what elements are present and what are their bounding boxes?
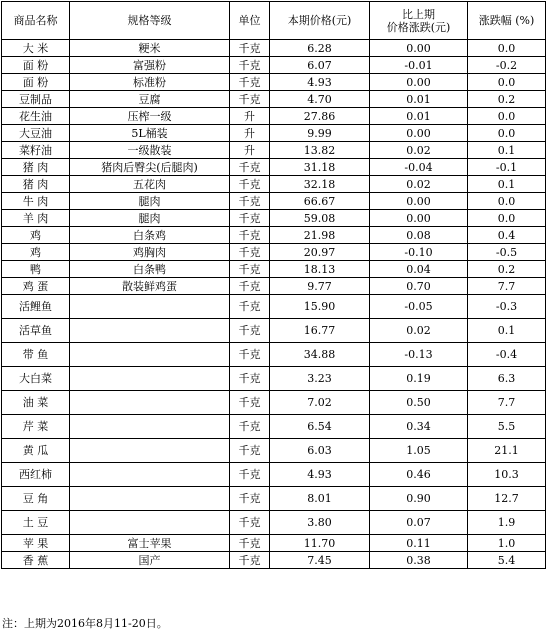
cell-unit: 千克 xyxy=(230,244,270,261)
cell-pct: 0.0 xyxy=(468,108,546,125)
cell-name: 豆制品 xyxy=(2,91,70,108)
cell-change: 0.00 xyxy=(370,210,468,227)
header-change-line2: 价格涨跌(元) xyxy=(386,20,451,34)
table-row xyxy=(2,552,546,569)
cell-unit: 升 xyxy=(230,125,270,142)
cell-pct: 0.2 xyxy=(468,261,546,278)
cell-pct: -0.4 xyxy=(468,343,546,367)
header-change-line1: 比上期 xyxy=(402,7,435,21)
table-row xyxy=(2,176,546,193)
cell-change: -0.05 xyxy=(370,295,468,319)
cell-grade: 压榨一级 xyxy=(70,108,230,125)
cell-change: 0.34 xyxy=(370,415,468,439)
cell-grade: 富强粉 xyxy=(70,57,230,74)
cell-grade: 白条鸡 xyxy=(70,227,230,244)
table-row xyxy=(2,210,546,227)
cell-price: 3.80 xyxy=(270,511,370,535)
cell-name: 油 菜 xyxy=(2,391,70,415)
cell-unit: 千克 xyxy=(230,227,270,244)
cell-grade: 标准粉 xyxy=(70,74,230,91)
cell-name: 鸡 蛋 xyxy=(2,278,70,295)
cell-unit: 千克 xyxy=(230,463,270,487)
cell-unit: 千克 xyxy=(230,193,270,210)
cell-name: 芹 菜 xyxy=(2,415,70,439)
cell-name: 活草鱼 xyxy=(2,319,70,343)
cell-name: 大豆油 xyxy=(2,125,70,142)
table-row xyxy=(2,367,546,391)
cell-pct: 1.9 xyxy=(468,511,546,535)
cell-grade: 鸡胸肉 xyxy=(70,244,230,261)
cell-change: 0.11 xyxy=(370,535,468,552)
cell-change: -0.13 xyxy=(370,343,468,367)
cell-price: 20.97 xyxy=(270,244,370,261)
table-row xyxy=(2,227,546,244)
cell-price: 9.77 xyxy=(270,278,370,295)
cell-pct: 0.0 xyxy=(468,125,546,142)
cell-unit: 千克 xyxy=(230,535,270,552)
cell-unit: 升 xyxy=(230,142,270,159)
cell-price: 4.70 xyxy=(270,91,370,108)
table-row xyxy=(2,193,546,210)
cell-name: 土 豆 xyxy=(2,511,70,535)
cell-name: 花生油 xyxy=(2,108,70,125)
cell-pct: -0.1 xyxy=(468,159,546,176)
table-row xyxy=(2,108,546,125)
cell-pct: 5.4 xyxy=(468,552,546,569)
footnote: 注：上期为2016年8月11-20日。 xyxy=(2,617,168,630)
cell-grade: 腿肉 xyxy=(70,210,230,227)
cell-price: 7.45 xyxy=(270,552,370,569)
table-row xyxy=(2,343,546,367)
cell-change: 0.46 xyxy=(370,463,468,487)
cell-price: 31.18 xyxy=(270,159,370,176)
cell-price: 6.54 xyxy=(270,415,370,439)
cell-price: 21.98 xyxy=(270,227,370,244)
cell-change: 0.00 xyxy=(370,74,468,91)
cell-change: 0.01 xyxy=(370,108,468,125)
cell-grade xyxy=(70,295,230,319)
cell-pct: 0.1 xyxy=(468,176,546,193)
table-row xyxy=(2,244,546,261)
cell-price: 8.01 xyxy=(270,487,370,511)
cell-price: 59.08 xyxy=(270,210,370,227)
cell-name: 香 蕉 xyxy=(2,552,70,569)
cell-unit: 千克 xyxy=(230,210,270,227)
table-row xyxy=(2,142,546,159)
cell-price: 7.02 xyxy=(270,391,370,415)
cell-grade: 富士苹果 xyxy=(70,535,230,552)
table-row xyxy=(2,295,546,319)
cell-grade xyxy=(70,343,230,367)
cell-pct: -0.3 xyxy=(468,295,546,319)
cell-change: 0.01 xyxy=(370,91,468,108)
cell-name: 活鲤鱼 xyxy=(2,295,70,319)
table-row xyxy=(2,511,546,535)
cell-price: 16.77 xyxy=(270,319,370,343)
table-row xyxy=(2,391,546,415)
cell-price: 4.93 xyxy=(270,463,370,487)
cell-change: 0.19 xyxy=(370,367,468,391)
cell-name: 猪 肉 xyxy=(2,159,70,176)
table-row xyxy=(2,535,546,552)
cell-unit: 千克 xyxy=(230,57,270,74)
cell-change: 0.38 xyxy=(370,552,468,569)
cell-change: 0.07 xyxy=(370,511,468,535)
header-row xyxy=(2,2,546,40)
cell-name: 猪 肉 xyxy=(2,176,70,193)
cell-unit: 千克 xyxy=(230,391,270,415)
cell-unit: 千克 xyxy=(230,487,270,511)
header-grade: 规格等级 xyxy=(70,2,230,40)
table-row xyxy=(2,415,546,439)
cell-pct: 12.7 xyxy=(468,487,546,511)
cell-unit: 千克 xyxy=(230,159,270,176)
cell-pct: 21.1 xyxy=(468,439,546,463)
cell-change: 0.08 xyxy=(370,227,468,244)
cell-change: -0.04 xyxy=(370,159,468,176)
cell-name: 菜籽油 xyxy=(2,142,70,159)
cell-change: -0.10 xyxy=(370,244,468,261)
cell-unit: 千克 xyxy=(230,74,270,91)
cell-price: 9.99 xyxy=(270,125,370,142)
table-body xyxy=(2,40,546,569)
cell-grade: 一级散装 xyxy=(70,142,230,159)
cell-name: 面 粉 xyxy=(2,74,70,91)
cell-price: 13.82 xyxy=(270,142,370,159)
cell-grade xyxy=(70,487,230,511)
table-row xyxy=(2,125,546,142)
cell-grade xyxy=(70,415,230,439)
cell-unit: 千克 xyxy=(230,176,270,193)
cell-grade: 散装鲜鸡蛋 xyxy=(70,278,230,295)
cell-name: 鸡 xyxy=(2,227,70,244)
header-price: 本期价格(元) xyxy=(270,2,370,40)
table-row xyxy=(2,261,546,278)
cell-change: 0.70 xyxy=(370,278,468,295)
cell-pct: 0.0 xyxy=(468,40,546,57)
table-row xyxy=(2,463,546,487)
table-header xyxy=(2,2,546,40)
header-pct: 涨跌幅 (%) xyxy=(468,2,546,40)
cell-pct: 1.0 xyxy=(468,535,546,552)
cell-name: 大 米 xyxy=(2,40,70,57)
header-change xyxy=(370,2,468,40)
cell-price: 32.18 xyxy=(270,176,370,193)
cell-change: 0.90 xyxy=(370,487,468,511)
cell-change: 0.00 xyxy=(370,193,468,210)
cell-change: 0.04 xyxy=(370,261,468,278)
table-row xyxy=(2,159,546,176)
cell-grade xyxy=(70,367,230,391)
cell-name: 鸭 xyxy=(2,261,70,278)
header-name: 商品名称 xyxy=(2,2,70,40)
cell-price: 34.88 xyxy=(270,343,370,367)
cell-pct: 6.3 xyxy=(468,367,546,391)
cell-grade: 5L桶装 xyxy=(70,125,230,142)
cell-name: 苹 果 xyxy=(2,535,70,552)
cell-pct: 0.0 xyxy=(468,193,546,210)
header-unit: 单位 xyxy=(230,2,270,40)
cell-price: 6.03 xyxy=(270,439,370,463)
cell-pct: -0.2 xyxy=(468,57,546,74)
cell-name: 豆 角 xyxy=(2,487,70,511)
cell-price: 18.13 xyxy=(270,261,370,278)
cell-name: 羊 肉 xyxy=(2,210,70,227)
table-row xyxy=(2,40,546,57)
cell-name: 黄 瓜 xyxy=(2,439,70,463)
cell-change: 0.02 xyxy=(370,319,468,343)
cell-unit: 千克 xyxy=(230,415,270,439)
cell-grade xyxy=(70,391,230,415)
cell-change: 0.00 xyxy=(370,125,468,142)
cell-price: 4.93 xyxy=(270,74,370,91)
price-table xyxy=(1,1,546,569)
cell-price: 11.70 xyxy=(270,535,370,552)
cell-change: 0.50 xyxy=(370,391,468,415)
cell-pct: 5.5 xyxy=(468,415,546,439)
table-row xyxy=(2,57,546,74)
cell-pct: 7.7 xyxy=(468,391,546,415)
table-row xyxy=(2,91,546,108)
cell-unit: 千克 xyxy=(230,295,270,319)
cell-grade: 粳米 xyxy=(70,40,230,57)
cell-name: 大白菜 xyxy=(2,367,70,391)
cell-pct: 7.7 xyxy=(468,278,546,295)
cell-pct: 0.4 xyxy=(468,227,546,244)
cell-unit: 千克 xyxy=(230,367,270,391)
cell-name: 面 粉 xyxy=(2,57,70,74)
cell-price: 15.90 xyxy=(270,295,370,319)
cell-unit: 千克 xyxy=(230,511,270,535)
cell-name: 牛 肉 xyxy=(2,193,70,210)
cell-pct: 0.1 xyxy=(468,142,546,159)
cell-unit: 千克 xyxy=(230,91,270,108)
cell-change: 0.00 xyxy=(370,40,468,57)
cell-change: 0.02 xyxy=(370,142,468,159)
cell-pct: 0.0 xyxy=(468,74,546,91)
cell-change: -0.01 xyxy=(370,57,468,74)
cell-unit: 升 xyxy=(230,108,270,125)
cell-unit: 千克 xyxy=(230,261,270,278)
cell-pct: 0.2 xyxy=(468,91,546,108)
cell-grade: 国产 xyxy=(70,552,230,569)
cell-grade xyxy=(70,439,230,463)
cell-grade xyxy=(70,463,230,487)
cell-name: 西红柿 xyxy=(2,463,70,487)
cell-price: 27.86 xyxy=(270,108,370,125)
cell-grade xyxy=(70,319,230,343)
cell-pct: 0.1 xyxy=(468,319,546,343)
cell-grade: 豆腐 xyxy=(70,91,230,108)
cell-unit: 千克 xyxy=(230,552,270,569)
cell-grade: 猪肉后臀尖(后腿肉) xyxy=(70,159,230,176)
cell-pct: 0.0 xyxy=(468,210,546,227)
cell-unit: 千克 xyxy=(230,278,270,295)
table-row xyxy=(2,487,546,511)
cell-name: 带 鱼 xyxy=(2,343,70,367)
cell-unit: 千克 xyxy=(230,343,270,367)
cell-price: 6.28 xyxy=(270,40,370,57)
table-row xyxy=(2,278,546,295)
cell-price: 3.23 xyxy=(270,367,370,391)
cell-unit: 千克 xyxy=(230,319,270,343)
cell-unit: 千克 xyxy=(230,40,270,57)
cell-price: 6.07 xyxy=(270,57,370,74)
cell-price: 66.67 xyxy=(270,193,370,210)
cell-change: 0.02 xyxy=(370,176,468,193)
cell-unit: 千克 xyxy=(230,439,270,463)
cell-pct: 10.3 xyxy=(468,463,546,487)
cell-grade: 白条鸭 xyxy=(70,261,230,278)
table-row xyxy=(2,439,546,463)
cell-grade: 五花肉 xyxy=(70,176,230,193)
cell-grade xyxy=(70,511,230,535)
cell-pct: -0.5 xyxy=(468,244,546,261)
table-row xyxy=(2,74,546,91)
cell-grade: 腿肉 xyxy=(70,193,230,210)
cell-name: 鸡 xyxy=(2,244,70,261)
table-row xyxy=(2,319,546,343)
cell-change: 1.05 xyxy=(370,439,468,463)
